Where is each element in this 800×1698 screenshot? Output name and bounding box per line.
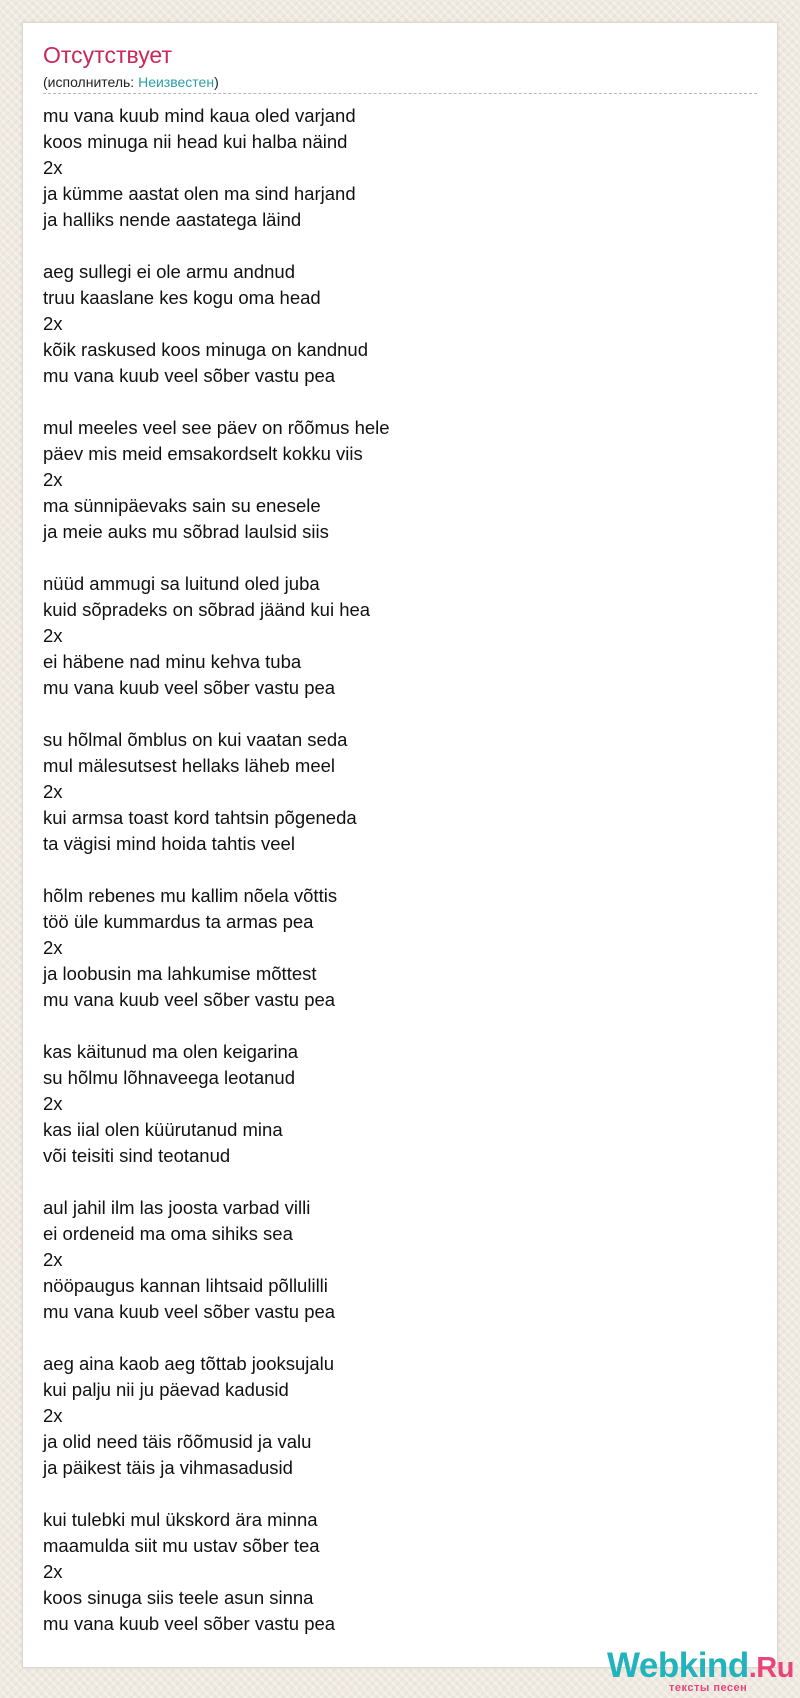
lyric-line: ja päikest täis ja vihmasadusid bbox=[43, 1457, 293, 1478]
stanza bbox=[43, 103, 743, 233]
stanza bbox=[43, 415, 743, 545]
lyric-line: aul jahil ilm las joosta varbad villi bbox=[43, 1197, 311, 1218]
stanza bbox=[43, 1507, 743, 1637]
lyric-line: töö üle kummardus ta armas pea bbox=[43, 911, 314, 932]
lyric-line: 2x bbox=[43, 781, 63, 802]
logo-wordmark bbox=[607, 1648, 794, 1683]
lyric-line: ei häbene nad minu kehva tuba bbox=[43, 651, 302, 672]
lyric-line: 2x bbox=[43, 1405, 63, 1426]
song-title: Отсутствует bbox=[43, 42, 172, 68]
lyric-line: 2x bbox=[43, 1249, 63, 1270]
lyric-line: aeg aina kaob aeg tõttab jooksujalu bbox=[43, 1353, 335, 1374]
lyric-line: või teisiti sind teotanud bbox=[43, 1145, 231, 1166]
lyric-line: 2x bbox=[43, 937, 63, 958]
lyric-line: aeg sullegi ei ole armu andnud bbox=[43, 261, 295, 282]
lyric-line: ta vägisi mind hoida tahtis veel bbox=[43, 833, 295, 854]
lyric-line: maamulda siit mu ustav sõber tea bbox=[43, 1535, 320, 1556]
lyric-line: nööpaugus kannan lihtsaid põllulilli bbox=[43, 1275, 328, 1296]
lyric-line: su hõlmu lõhnaveega leotanud bbox=[43, 1067, 295, 1088]
webkind-logo bbox=[607, 1648, 797, 1698]
lyric-line: kas käitunud ma olen keigarina bbox=[43, 1041, 299, 1062]
lyric-line: nüüd ammugi sa luitund oled juba bbox=[43, 573, 320, 594]
lyric-line: 2x bbox=[43, 1093, 63, 1114]
lyric-line: mul mälesutsest hellaks läheb meel bbox=[43, 755, 336, 776]
lyric-line: 2x bbox=[43, 1561, 63, 1582]
artist-link[interactable]: Неизвестен bbox=[138, 74, 215, 90]
lyric-line: ei ordeneid ma oma sihiks sea bbox=[43, 1223, 293, 1244]
lyric-line: mu vana kuub veel sõber vastu pea bbox=[43, 677, 336, 698]
lyric-line: 2x bbox=[43, 469, 63, 490]
lyric-line: hõlm rebenes mu kallim nõela võttis bbox=[43, 885, 338, 906]
stanza bbox=[43, 259, 743, 389]
lyric-line: kas iial olen küürutanud mina bbox=[43, 1119, 283, 1140]
lyric-line: ja olid need täis rõõmusid ja valu bbox=[43, 1431, 312, 1452]
stanza bbox=[43, 727, 743, 857]
logo-tld: .Ru bbox=[748, 1652, 794, 1684]
lyric-line: ja loobusin ma lahkumise mõttest bbox=[43, 963, 317, 984]
lyric-line: koos minuga nii head kui halba näind bbox=[43, 131, 348, 152]
lyric-line: mu vana kuub mind kaua oled varjand bbox=[43, 105, 356, 126]
stanza bbox=[43, 883, 743, 1013]
lyric-line: 2x bbox=[43, 313, 63, 334]
lyric-line: mu vana kuub veel sõber vastu pea bbox=[43, 1301, 336, 1322]
lyric-line: koos sinuga siis teele asun sinna bbox=[43, 1587, 314, 1608]
artist-prefix: (исполнитель: bbox=[43, 74, 139, 90]
lyric-line: su hõlmal õmblus on kui vaatan seda bbox=[43, 729, 348, 750]
lyric-line: kuid sõpradeks on sõbrad jäänd kui hea bbox=[43, 599, 371, 620]
lyric-line: ja meie auks mu sõbrad laulsid siis bbox=[43, 521, 329, 542]
logo-tagline: тексты песен bbox=[669, 1682, 748, 1694]
lyric-line: 2x bbox=[43, 157, 63, 178]
lyrics-body bbox=[43, 103, 743, 1663]
lyric-line: ja kümme aastat olen ma sind harjand bbox=[43, 183, 356, 204]
artist-line bbox=[43, 74, 219, 91]
lyric-line: mu vana kuub veel sõber vastu pea bbox=[43, 365, 336, 386]
lyric-line: ma sünnipäevaks sain su enesele bbox=[43, 495, 321, 516]
stanza bbox=[43, 1195, 743, 1325]
lyric-line: kui tulebki mul ükskord ära minna bbox=[43, 1509, 318, 1530]
logo-name: Webkind bbox=[607, 1646, 749, 1685]
lyric-line: päev mis meid emsakordselt kokku viis bbox=[43, 443, 363, 464]
stanza bbox=[43, 1351, 743, 1481]
lyric-line: kõik raskused koos minuga on kandnud bbox=[43, 339, 368, 360]
lyric-line: mu vana kuub veel sõber vastu pea bbox=[43, 989, 336, 1010]
lyrics-card bbox=[22, 22, 794, 1694]
lyric-line: 2x bbox=[43, 625, 63, 646]
lyric-line: ja halliks nende aastatega läind bbox=[43, 209, 302, 230]
lyric-line: kui palju nii ju päevad kadusid bbox=[43, 1379, 289, 1400]
artist-suffix: ) bbox=[214, 74, 219, 90]
stanza bbox=[43, 571, 743, 701]
lyric-line: mu vana kuub veel sõber vastu pea bbox=[43, 1613, 336, 1634]
lyric-line: mul meeles veel see päev on rõõmus hele bbox=[43, 417, 390, 438]
header-divider bbox=[43, 93, 757, 94]
lyric-line: kui armsa toast kord tahtsin põgeneda bbox=[43, 807, 357, 828]
lyric-line: truu kaaslane kes kogu oma head bbox=[43, 287, 321, 308]
stanza bbox=[43, 1039, 743, 1169]
